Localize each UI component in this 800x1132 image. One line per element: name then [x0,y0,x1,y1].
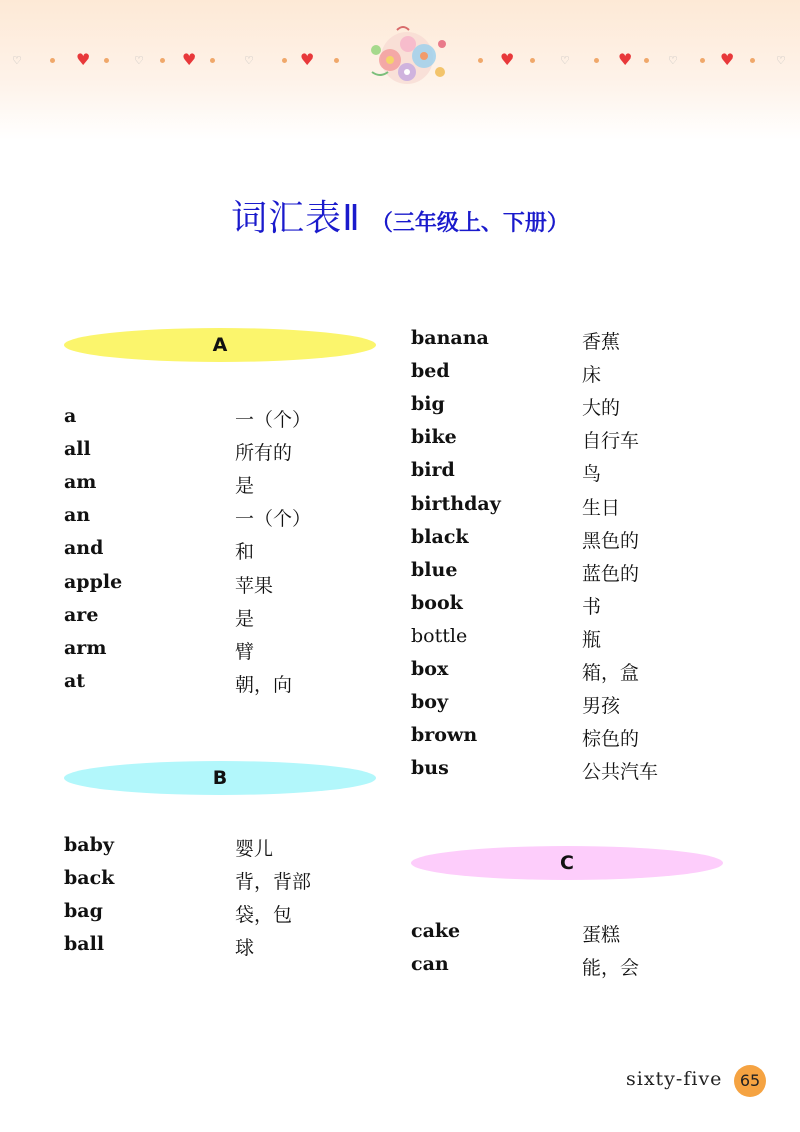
list-item [64,405,384,438]
dot-icon [104,58,109,63]
chinese-meaning: 生日 [582,496,621,519]
chinese-meaning: 香蕉 [582,331,621,353]
dot-icon [282,58,287,63]
page-number-words: sixty-five [626,1068,723,1090]
english-word: are [64,603,99,626]
outline-heart-icon: ♡ [668,54,678,67]
dot-icon [334,58,339,63]
dot-icon [750,58,755,63]
section-letter: B [212,767,228,789]
dot-icon [530,58,535,63]
list-item [64,438,384,471]
english-word: arm [64,636,107,659]
list-item [411,658,731,691]
list-item [64,900,384,933]
outline-heart-icon: ♡ [12,54,22,67]
chinese-meaning: 和 [235,541,255,564]
section-header-c [411,846,723,880]
english-word: bike [411,426,457,449]
chinese-meaning: 能，会 [582,957,640,980]
chinese-meaning: 苹果 [235,574,274,597]
english-word: back [64,867,115,890]
outline-heart-icon: ♡ [776,54,786,67]
chinese-meaning: 球 [235,937,255,960]
english-word: ball [64,933,105,956]
list-item [411,625,731,658]
chinese-meaning: 床 [582,364,602,387]
english-word: birthday [411,492,501,515]
chinese-meaning: 臂 [235,640,255,663]
list-item [411,691,731,724]
list-item [411,592,731,625]
list-item [64,834,384,867]
chinese-meaning: 公共汽车 [582,761,659,784]
dot-icon [700,58,705,63]
english-word: all [64,438,91,461]
chinese-meaning: 鸟 [582,463,602,486]
english-word: bus [411,757,449,780]
list-item [64,537,384,570]
section-header-b [64,761,376,795]
english-word: at [64,669,86,692]
list-item [411,920,731,953]
chinese-meaning: 蓝色的 [582,562,640,585]
english-word: black [411,525,469,548]
english-word: banana [411,327,489,349]
chinese-meaning: 蛋糕 [582,924,621,946]
dot-icon [50,58,55,63]
list-item [64,670,384,703]
english-word: book [411,591,463,614]
title-subtitle: （三年级上、下册） [370,210,569,236]
heart-icon: ♥ [500,50,515,69]
english-word: can [411,953,449,976]
list-item [64,604,384,637]
chinese-meaning: 黑色的 [582,529,640,552]
list-item [64,637,384,670]
dot-icon [210,58,215,63]
dot-icon [160,58,165,63]
english-word: boy [411,691,448,714]
chinese-meaning: 是 [235,475,255,498]
chinese-meaning: 是 [235,607,255,630]
dot-icon [478,58,483,63]
list-item [64,867,384,900]
list-item [411,426,731,459]
chinese-meaning: 瓶 [582,628,602,651]
english-word: brown [411,724,478,747]
floral-ornament-icon [352,20,462,90]
list-item [411,327,731,360]
page-title [0,190,800,241]
outline-heart-icon: ♡ [134,54,144,67]
list-item [411,559,731,592]
list-item [411,493,731,526]
english-word: am [64,471,97,494]
list-item [64,933,384,966]
english-word: box [411,658,449,680]
chinese-meaning: 棕色的 [582,728,640,751]
english-word: an [64,504,91,527]
english-word: bag [64,900,103,923]
outline-heart-icon: ♡ [560,54,570,67]
list-item [64,571,384,604]
list-item [411,360,731,393]
heart-icon: ♥ [618,50,633,69]
list-item [411,757,731,790]
english-word: a [64,405,77,427]
heart-icon: ♥ [720,50,735,69]
heart-icon: ♥ [182,50,197,69]
chinese-meaning: 一（个） [235,508,312,531]
section-header-a [64,328,376,362]
list-item [411,526,731,559]
chinese-meaning: 所有的 [235,442,293,465]
list-item [411,459,731,492]
list-item [411,724,731,757]
english-word: cake [411,920,461,942]
english-word: bottle [411,624,468,647]
chinese-meaning: 自行车 [582,430,640,453]
english-word: baby [64,834,114,856]
dot-icon [594,58,599,63]
english-word: apple [64,570,123,593]
english-word: big [411,393,445,416]
heart-icon: ♥ [300,50,315,69]
chinese-meaning: 大的 [582,397,621,420]
chinese-meaning: 一（个） [235,409,312,431]
chinese-meaning: 婴儿 [235,838,274,860]
title-main: 词汇表Ⅱ [231,198,361,239]
section-letter: A [212,334,228,356]
chinese-meaning: 箱，盒 [582,662,640,684]
list-item [64,504,384,537]
chinese-meaning: 书 [582,595,602,618]
page-number-badge: 65 [734,1065,766,1097]
heart-icon: ♥ [76,50,91,69]
section-letter: C [560,852,574,874]
list-item [411,953,731,986]
chinese-meaning: 朝，向 [235,673,293,696]
list-item [64,471,384,504]
english-word: bed [411,360,450,383]
chinese-meaning: 男孩 [582,695,621,718]
english-word: and [64,537,104,560]
chinese-meaning: 背，背部 [235,871,312,894]
english-word: bird [411,459,455,482]
chinese-meaning: 袋，包 [235,904,293,927]
outline-heart-icon: ♡ [244,54,254,67]
dot-icon [644,58,649,63]
english-word: blue [411,558,458,581]
list-item [411,393,731,426]
